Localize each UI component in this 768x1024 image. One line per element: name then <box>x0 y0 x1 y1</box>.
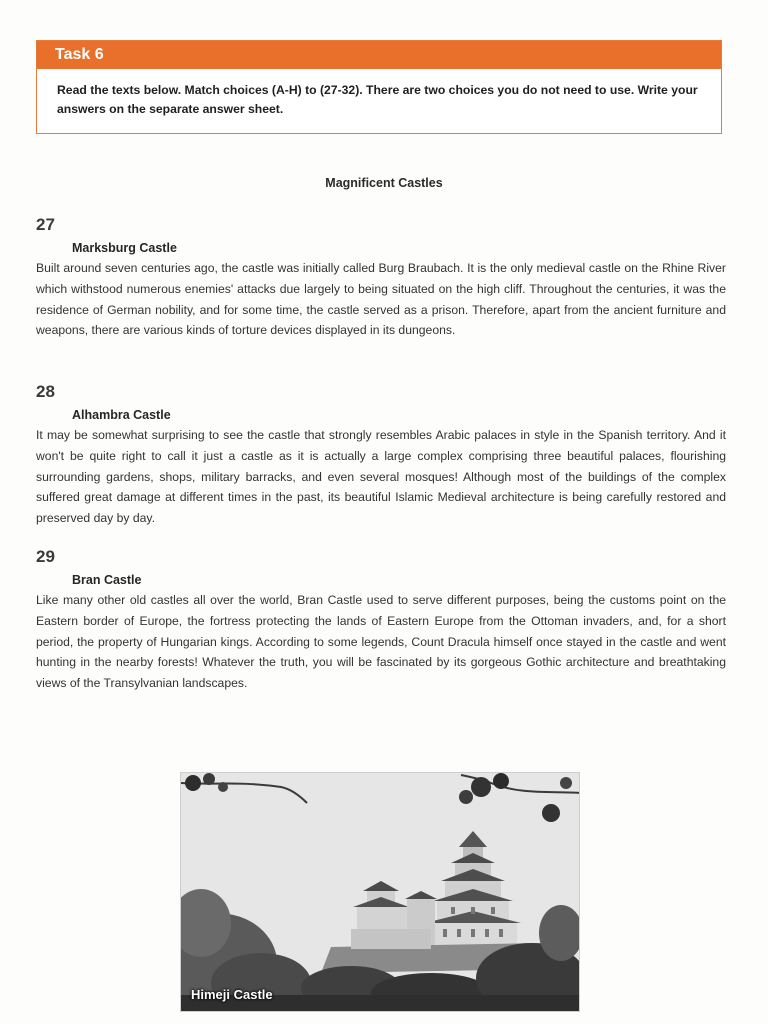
castle-photo <box>180 772 580 1012</box>
castle-illustration <box>181 773 580 1012</box>
task-header: Task 6 <box>37 41 721 69</box>
article-title: Magnificent Castles <box>325 176 443 190</box>
section-heading: Alhambra Castle <box>72 408 171 422</box>
photo-caption: Himeji Castle <box>191 987 273 1002</box>
section-heading: Bran Castle <box>72 573 142 587</box>
section-text: Built around seven centuries ago, the castle was initially called Burg Braubach. It is the only medieval castle on the Rhine River which withstood numerous enemies' attacks due largely to being situated on the high cliff. Throughout the centuries, it was the residence of German nobility, and for some time, the castle served as a prison. Therefore, apart from the ancient furniture and weapons, there are various kinds of torture devices displayed in its dungeons. <box>36 261 726 338</box>
section-heading: Marksburg Castle <box>72 241 177 255</box>
section-number: 27 <box>36 215 55 234</box>
section-text: It may be somewhat surprising to see the castle that strongly resembles Arabic palaces in style in the Spanish territory. And it won't be quite right to call it just a castle as it is actually a large complex comprising three beautiful palaces, flourishing surrounding gardens, shops, military barracks, and even several mosques! Although most of the buildings of the complex suffered great damage at different times in the past, its beautiful Islamic Medieval architecture is being carefully restored and preserved day by day. <box>36 428 726 526</box>
section-27 <box>36 214 726 341</box>
task-box <box>36 40 722 134</box>
section-number: 29 <box>36 547 55 566</box>
section-number: 28 <box>36 382 55 401</box>
section-text: Like many other old castles all over the world, Bran Castle used to serve different purposes, being the customs point on the Eastern border of Europe, the fortress protecting the lands of Eastern Europe from the Ottoman invaders, and, for a short period, the property of Hungarian kings. According to some legends, Count Dracula himself once stayed in the castle and went hunting in the nearby forests! Whatever the truth, you will be fascinated by its gorgeous Gothic architecture and breathtaking views of the Transylvanian landscapes. <box>36 593 726 691</box>
task-instructions: Read the texts below. Match choices (A-H) to (27-32). There are two choices you do not need to use. Write your answers on the separate answer sheet. <box>57 83 698 116</box>
section-29 <box>36 546 726 694</box>
section-28 <box>36 381 726 529</box>
